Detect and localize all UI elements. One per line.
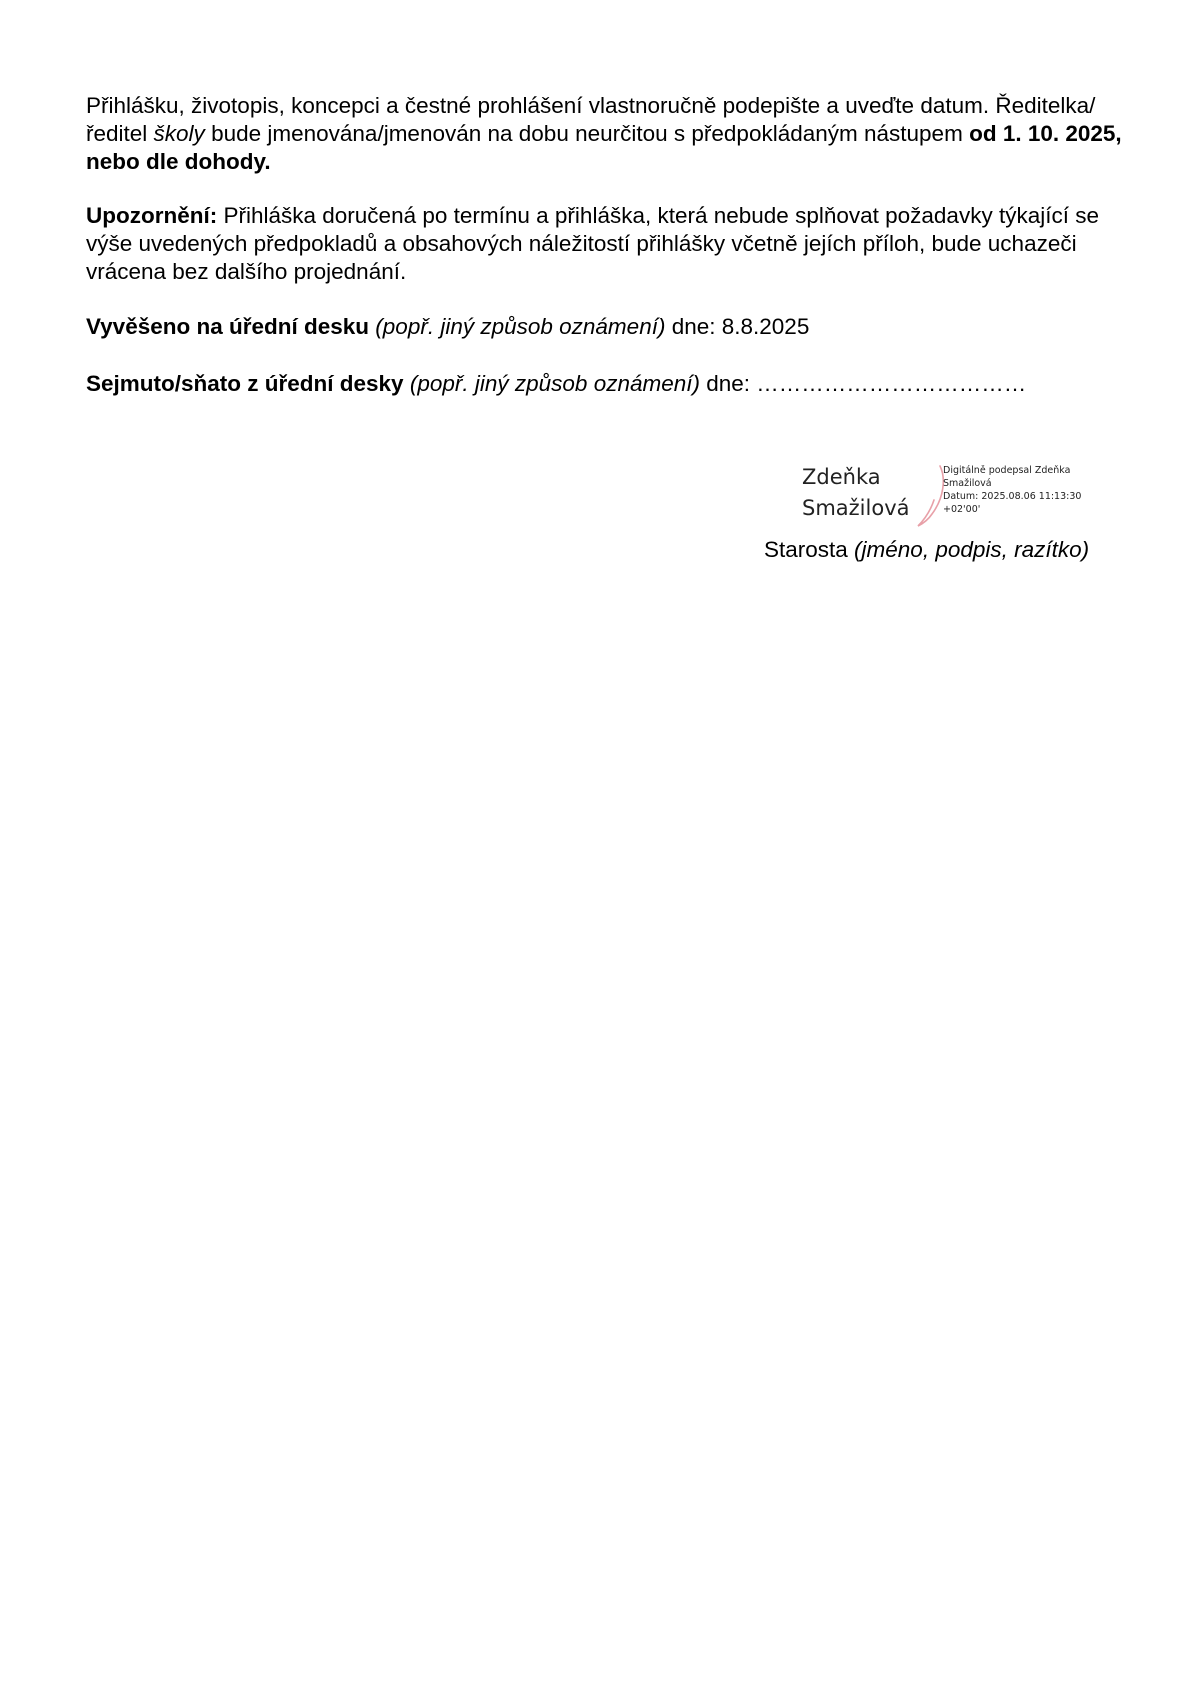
posted-italic: (popř. jiný způsob oznámení) bbox=[375, 314, 666, 339]
paragraph1-bold: od 1. 10. 2025, nebo dle dohody. bbox=[86, 121, 1122, 174]
signature-detail-line1: Digitálně podepsal Zdeňka bbox=[943, 465, 1071, 476]
signature-detail-line3: Datum: 2025.08.06 11:13:30 bbox=[943, 491, 1082, 502]
signature-detail-line4: +02'00' bbox=[943, 504, 981, 515]
signature-name bbox=[802, 462, 910, 524]
warning-text: Přihláška doručená po termínu a přihláška, která nebude splňovat požadavky týkající se výše uvedených předpokladů a obsahových náležitostí přihlášky včetně jejích příloh, bude uchazeči vrácena bez dalšího projednání. bbox=[86, 203, 1099, 284]
signature-caption bbox=[764, 536, 1089, 564]
digital-signature bbox=[802, 460, 1122, 532]
signature-caption-italic: (jméno, podpis, razítko) bbox=[854, 537, 1090, 562]
signature-detail-line2: Smažilová bbox=[943, 478, 992, 489]
warning-label: Upozornění: bbox=[86, 203, 218, 228]
signature-name-line1: Zdeňka bbox=[802, 465, 881, 489]
paragraph1-text-1: Přihlášku, životopis, koncepci a čestné prohlášení vlastnoručně podepište a uveďte datum. Ředitelka/ředitel bbox=[86, 93, 1096, 146]
paragraph-warning bbox=[86, 202, 1126, 286]
paragraph1-text-2: bude jmenována/jmenován na dobu neurčitou s předpokládaným nástupem bbox=[204, 121, 970, 146]
signature-caption-text: Starosta bbox=[764, 537, 855, 562]
removed-label: Sejmuto/sňato z úřední desky bbox=[86, 371, 404, 396]
paragraph1-italic: školy bbox=[153, 121, 205, 146]
removed-line bbox=[86, 370, 1126, 398]
posted-line bbox=[86, 313, 1126, 341]
posted-label: Vyvěšeno na úřední desku bbox=[86, 314, 370, 339]
signature-name-line2: Smažilová bbox=[802, 496, 910, 520]
posted-date: dne: 8.8.2025 bbox=[665, 314, 810, 339]
paragraph-application-instructions bbox=[86, 92, 1126, 176]
removed-date: dne: ……………………………… bbox=[700, 371, 1027, 396]
signature-details bbox=[943, 464, 1081, 516]
removed-italic: (popř. jiný způsob oznámení) bbox=[409, 371, 700, 396]
